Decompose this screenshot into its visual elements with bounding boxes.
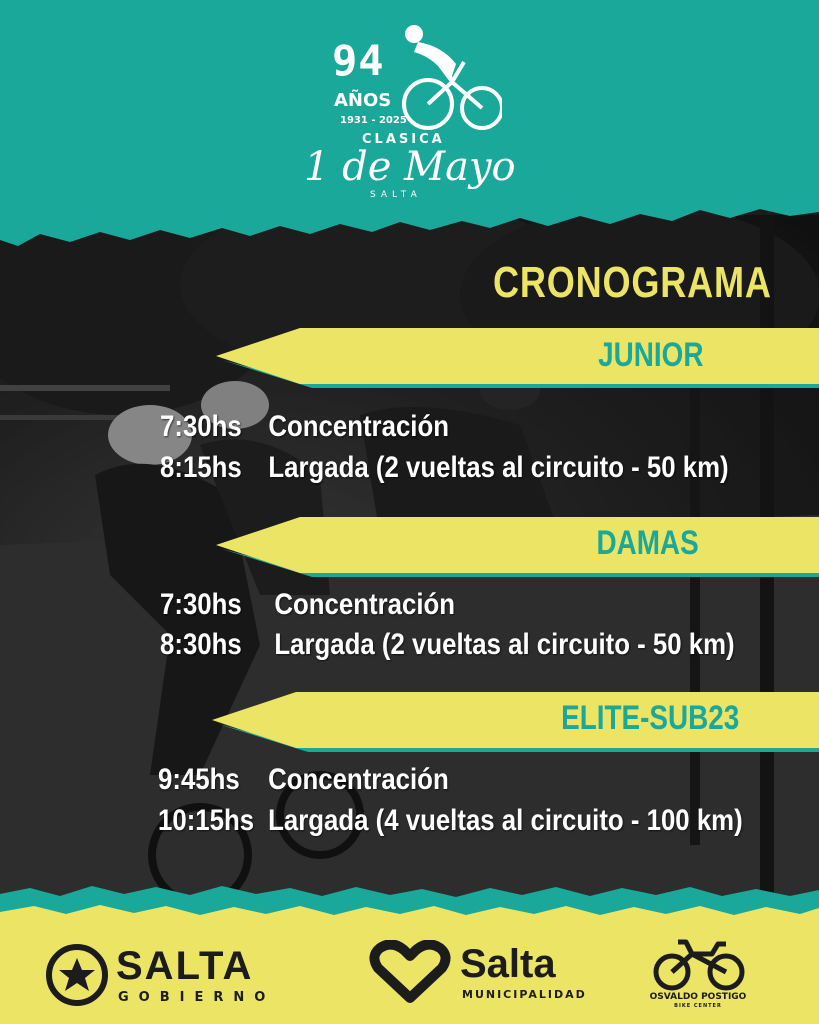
elite-row-1: [158, 763, 449, 797]
sponsor-municipalidad-sub: MUNICIPALIDAD: [462, 988, 587, 1001]
damas-row-2: [160, 628, 735, 662]
damas-row-1: [160, 588, 456, 622]
sponsor-bike-center-name: OSVALDO POSTIGO: [649, 992, 747, 1002]
sponsor-bike-center-sub: BIKE CENTER: [674, 1003, 722, 1009]
logo-city: SALTA: [370, 190, 422, 200]
heart-icon: [368, 940, 452, 1004]
sponsor-salta-municipalidad: [368, 938, 608, 1010]
elite-time-1: 9:45hs: [158, 763, 240, 796]
junior-row-2: [160, 451, 729, 485]
elite-activity-2: Largada (4 vueltas al circuito - 100 km): [268, 804, 743, 837]
bicycle-icon: [642, 934, 754, 992]
sponsor-osvaldo-postigo: [642, 934, 754, 1014]
logo-anos: AÑOS: [334, 90, 392, 111]
elite-activity-1: Concentración: [268, 763, 449, 796]
junior-activity-1: Concentración: [268, 410, 449, 443]
sponsor-gobierno-sub: GOBIERNO: [118, 990, 276, 1005]
logo-dates: 1931 - 2025: [340, 115, 407, 126]
sponsor-municipalidad-name: Salta: [460, 942, 556, 986]
junior-row-1: [160, 410, 449, 444]
cyclist-logo-icon: [392, 22, 502, 142]
star-seal-icon: [46, 944, 108, 1006]
damas-time-1: 7:30hs: [160, 588, 242, 621]
sponsor-gobierno-name: SALTA: [116, 944, 254, 988]
logo-years: 94: [332, 36, 385, 85]
damas-activity-1: Concentración: [274, 588, 456, 621]
junior-time-2: 8:15hs: [160, 451, 242, 484]
junior-time-1: 7:30hs: [160, 410, 242, 443]
logo-race-name: 1 de Mayo: [304, 144, 516, 190]
elite-row-2: [158, 804, 743, 838]
category-junior-label: JUNIOR: [597, 336, 703, 374]
category-damas-label: DAMAS: [596, 524, 699, 562]
category-elite-sub23-label: ELITE-SUB23: [560, 699, 739, 737]
elite-time-2: 10:15hs: [158, 804, 255, 837]
page-title: CRONOGRAMA: [493, 258, 772, 307]
event-logo: [300, 22, 520, 202]
junior-activity-2: Largada (2 vueltas al circuito - 50 km): [268, 451, 729, 484]
sponsor-salta-gobierno: [46, 940, 336, 1010]
damas-time-2: 8:30hs: [160, 628, 242, 661]
damas-activity-2: Largada (2 vueltas al circuito - 50 km): [274, 628, 735, 661]
logo-clasica: CLASICA: [362, 132, 445, 147]
